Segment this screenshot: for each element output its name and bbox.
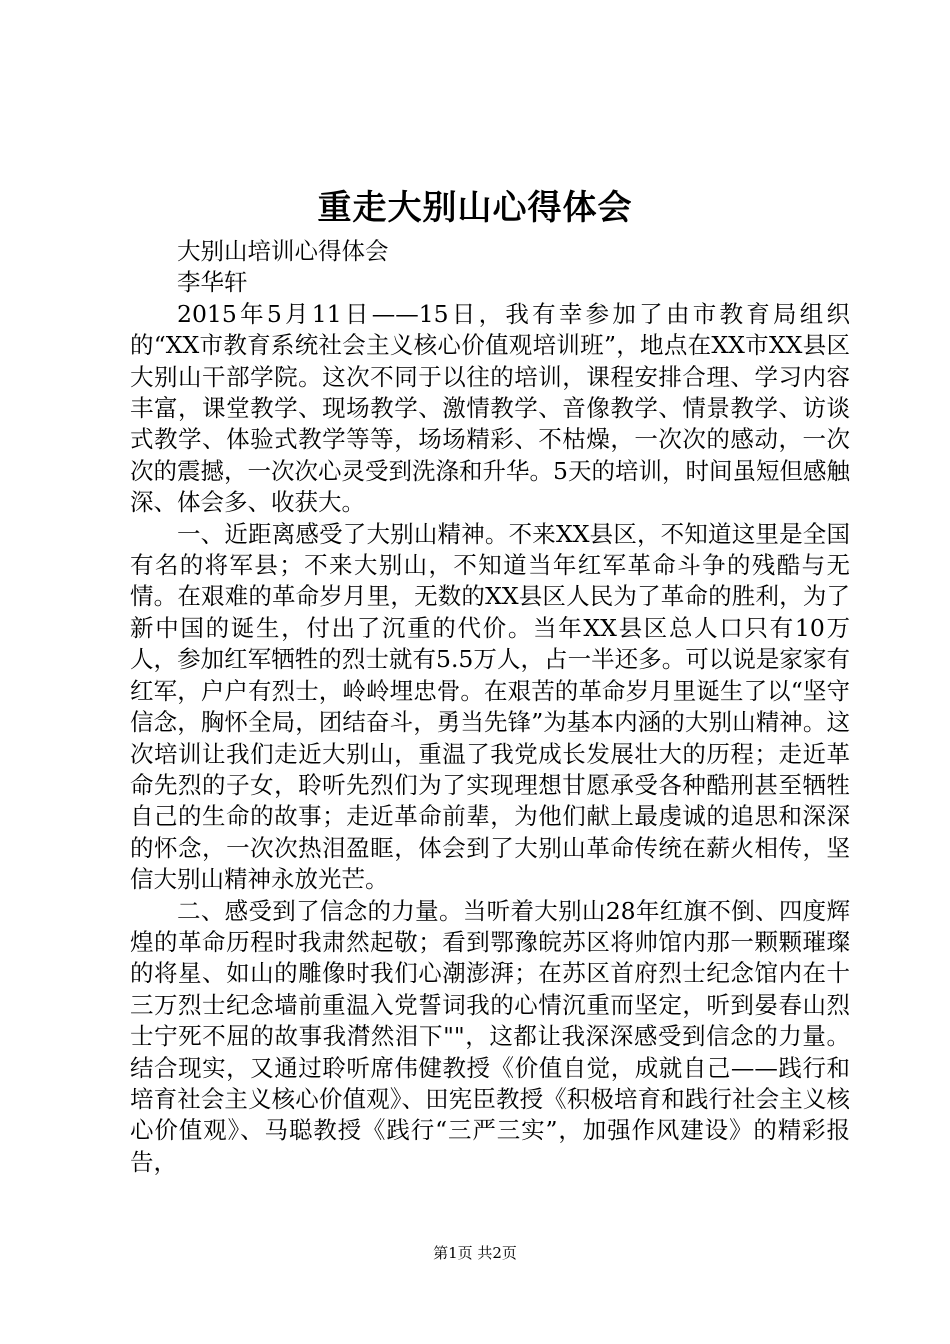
paragraph-author: 李华轩 — [177, 268, 248, 297]
paragraph-intro: 2015年5月11日——15日，我有幸参加了由市教育局组织的“XX市教育系统社会主义核心价值观培训班”，地点在XX市XX县区大别山干部学院。这次不同于以往的培训，课程安排合理、学习内容丰富，课堂教学、现场教学、激情教学、音像教学、情景教学、访谈式教学、体验式教学等等，场场精彩、不枯燥，一次次的感动，一次次的震撼，一次次心灵受到洗涤和升华。5天的培训，时间虽短但感触深、体会多、收获大。 — [130, 299, 850, 517]
document-title: 重走大别山心得体会 — [317, 188, 633, 228]
paragraph-subtitle: 大别山培训心得体会 — [177, 237, 389, 265]
paragraph-section-two: 二、感受到了信念的力量。当听着大别山28年红旗不倒、四度辉煌的革命历程时我肃然起敬；看到鄂豫皖苏区将帅馆内那一颗颗璀璨的将星、如山的雕像时我们心潮澎湃；在苏区首府烈士纪念馆内在十三万烈士纪念墙前重温入党誓词我的心情沉重而坚定，听到晏春山烈士宁死不屈的故事我潸然泪下""，这都让我深深感受到信念的力量。结合现实，又通过聆听席伟健教授《价值自觉，成就自己——践行和培育社会主义核心价值观》、田宪臣教授《积极培育和践行社会主义核心价值观》、马聪教授《践行“三严三实”，加强作风建设》的精彩报告， — [130, 896, 850, 1176]
paragraph-section-one: 一、近距离感受了大别山精神。不来XX县区，不知道这里是全国有名的将军县；不来大别山，不知道当年红军革命斗争的残酷与无情。在艰难的革命岁月里，无数的XX县区人民为了革命的胜利，为了新中国的诞生，付出了沉重的代价。当年XX县区总人口只有10万人，参加红军牺牲的烈士就有5.5万人，占一半还多。可以说是家家有红军，户户有烈士，岭岭埋忠骨。在艰苦的革命岁月里诞生了以“坚守信念，胸怀全局，团结奋斗，勇当先锋”为基本内涵的大别山精神。这次培训让我们走近大别山，重温了我党成长发展壮大的历程；走近革命先烈的子女，聆听先烈们为了实现理想甘愿承受各种酷刑甚至牺牲自己的生命的故事；走近革命前辈，为他们献上最虔诚的追思和深深的怀念，一次次热泪盈眶，体会到了大别山革命传统在薪火相传，坚信大别山精神永放光芒。 — [130, 519, 850, 894]
page-number: 第1页 共2页 — [433, 1244, 517, 1262]
document-body — [130, 236, 850, 1178]
